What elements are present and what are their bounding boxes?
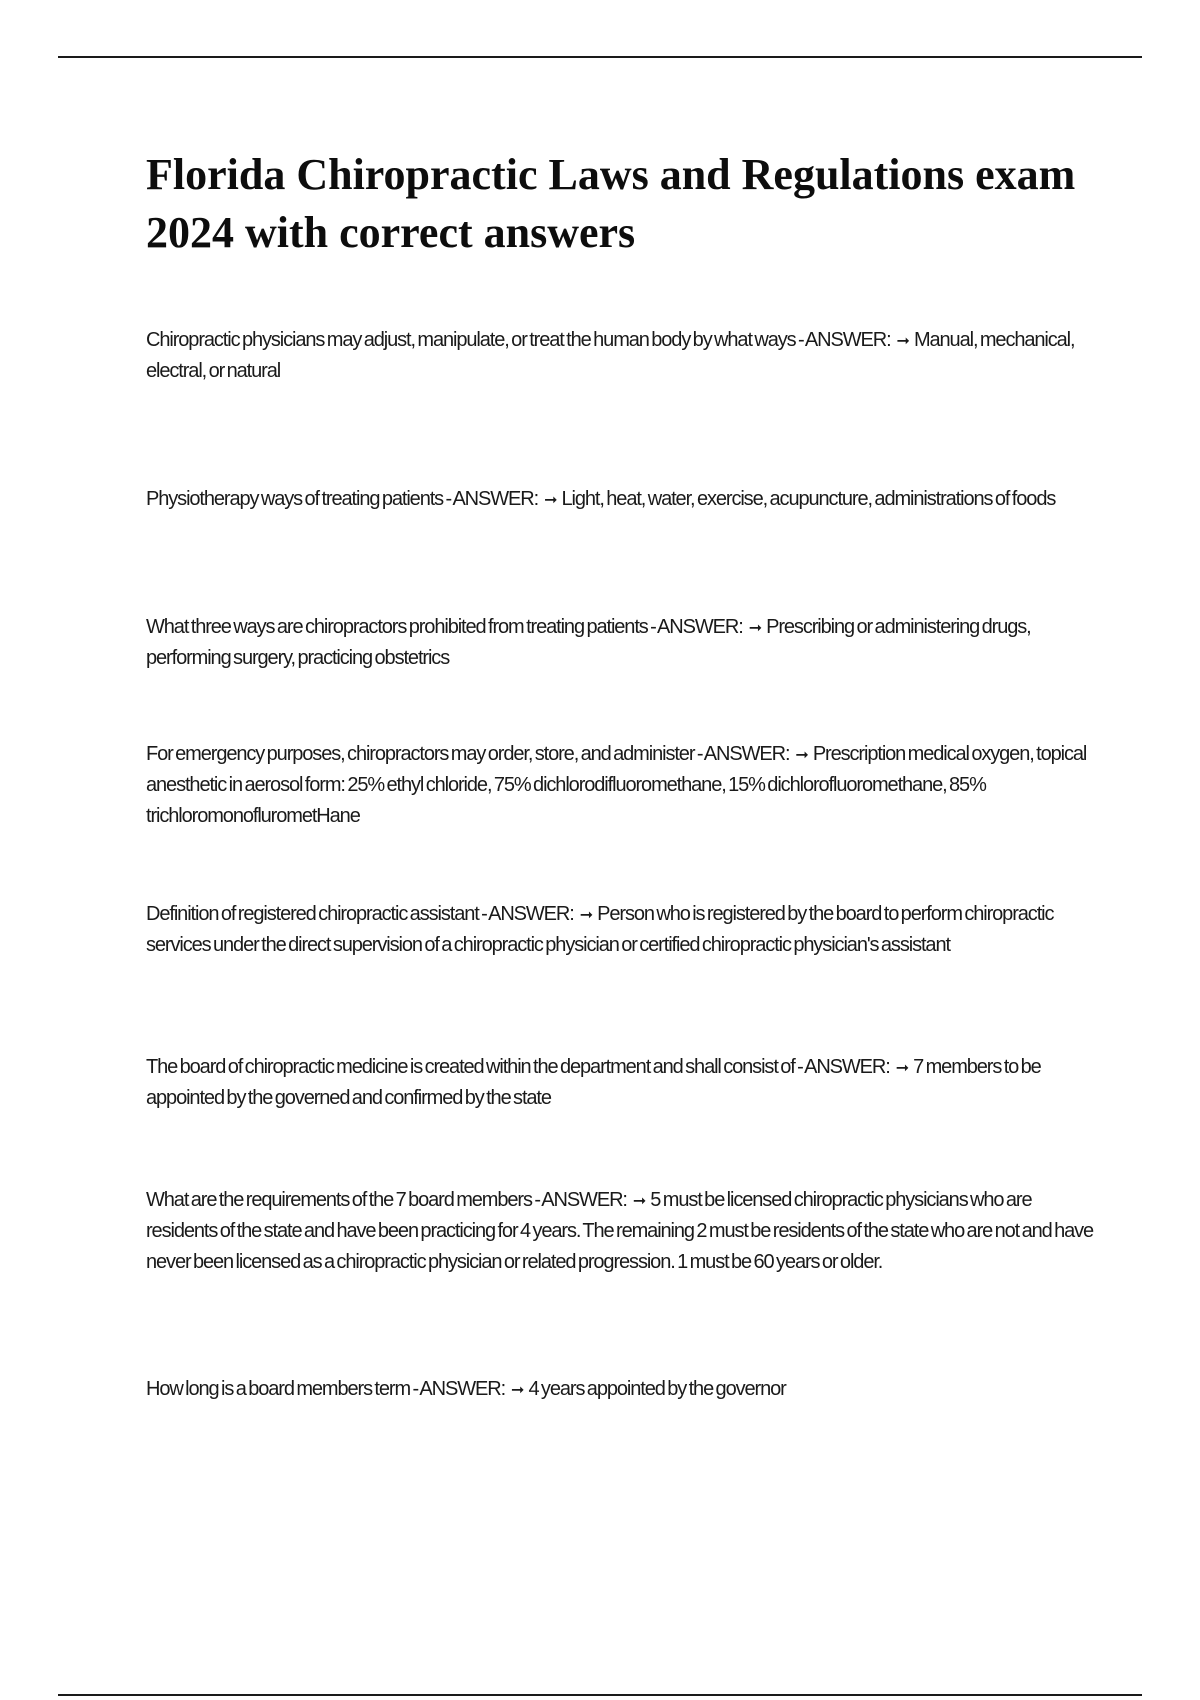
arrow-icon: ➞	[896, 331, 910, 350]
qa-item-2	[146, 484, 1096, 515]
qa-item-3	[146, 612, 1096, 674]
question-text: Physiotherapy ways of treating patients - ANSWER:	[146, 488, 539, 510]
answer-text: 7 members to be appointed by the governed and confirmed by the state	[146, 1056, 1041, 1109]
qa-item-7	[146, 1185, 1096, 1278]
qa-item-1	[146, 325, 1096, 387]
document-title: Florida Chiropractic Laws and Regulations exam 2024 with correct answers	[146, 150, 1076, 257]
arrow-icon: ➞	[579, 905, 594, 924]
qa-item-6	[146, 1052, 1096, 1114]
question-text: Chiropractic physicians may adjust, manipulate, or treat the human body by what ways - ANSWER:	[146, 329, 891, 351]
bottom-rule	[58, 1694, 1142, 1696]
qa-item-4	[146, 739, 1096, 832]
question-text: What three ways are chiropractors prohibited from treating patients - ANSWER:	[146, 616, 743, 638]
arrow-icon: ➞	[748, 618, 763, 637]
qa-item-5	[146, 899, 1096, 961]
arrow-icon: ➞	[544, 490, 558, 509]
qa-item-8	[146, 1374, 1096, 1405]
answer-text: Prescription medical oxygen, topical anesthetic in aerosol form: 25% ethyl chloride, 75% dichlorodifluoromethane, 15% dichlorofluoromethane, 85% trichloromonoflurometHane	[146, 743, 1087, 827]
question-text: What are the requirements of the 7 board members - ANSWER:	[146, 1189, 627, 1211]
top-rule	[58, 56, 1142, 58]
arrow-icon: ➞	[795, 745, 809, 764]
answer-text: Manual, mechanical, electral, or natural	[146, 329, 1075, 382]
question-text: The board of chiropractic medicine is created within the department and shall consist of - ANSWER:	[146, 1056, 890, 1078]
arrow-icon: ➞	[632, 1191, 647, 1210]
question-text: How long is a board members term - ANSWER:	[146, 1378, 506, 1400]
question-text: Definition of registered chiropractic assistant - ANSWER:	[146, 903, 574, 925]
question-text: For emergency purposes, chiropractors may order, store, and administer - ANSWER:	[146, 743, 790, 765]
answer-text: 4 years appointed by the governor	[528, 1378, 786, 1400]
arrow-icon: ➞	[895, 1058, 910, 1077]
answer-text: 5 must be licensed chiropractic physicians who are residents of the state and have been practicing for 4 years. The remaining 2 must be residents of the state who are not and have never been licensed as a chiropractic physician or related progression. 1 must be 60 years or older.	[146, 1189, 1094, 1273]
arrow-icon: ➞	[511, 1380, 525, 1399]
answer-text: Person who is registered by the board to perform chiropractic services under the direct supervision of a chiropractic physician or certified chiropractic physician's assistant	[146, 903, 1054, 956]
answer-text: Light, heat, water, exercise, acupuncture, administrations of foods	[561, 488, 1056, 510]
answer-text: Prescribing or administering drugs, performing surgery, practicing obstetrics	[146, 616, 1031, 669]
